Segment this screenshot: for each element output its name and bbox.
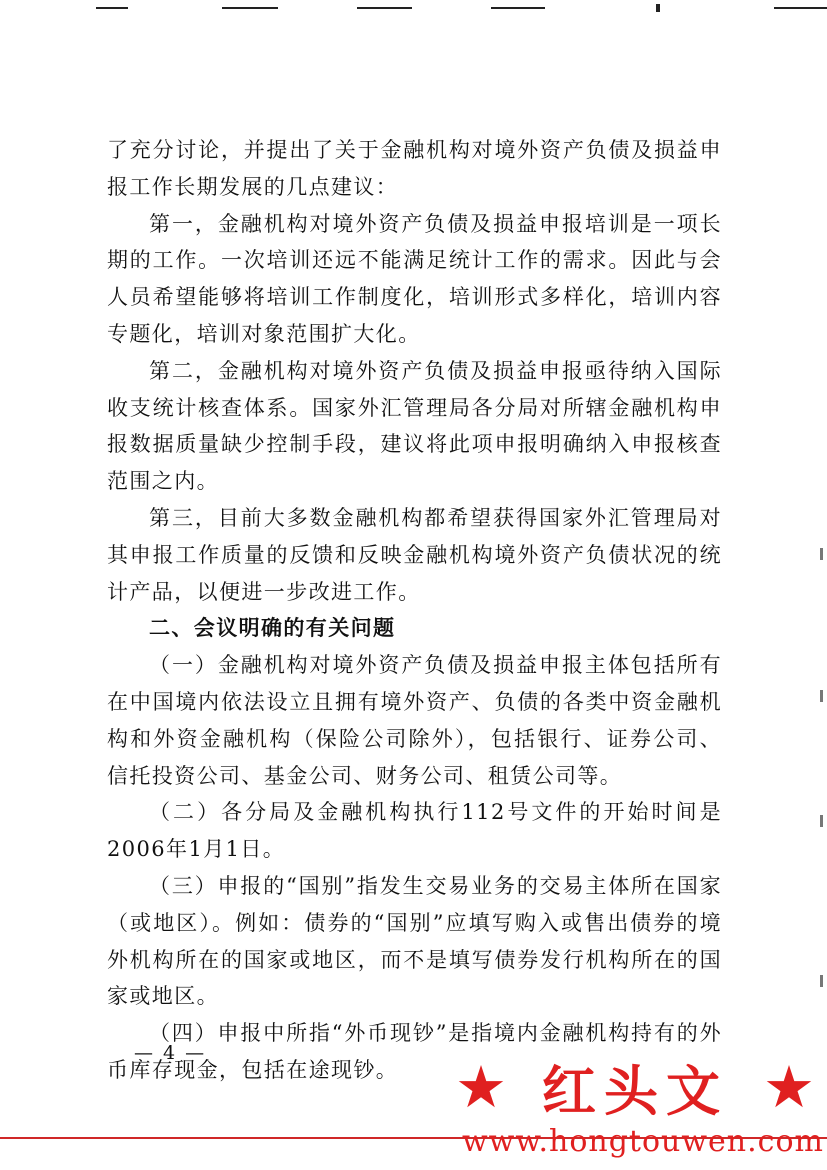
edge-scan-mark (820, 548, 823, 560)
watermark-title: 红头文 (542, 1059, 728, 1123)
top-scan-mark (96, 7, 128, 9)
paragraph: 第三，目前大多数金融机构都希望获得国家外汇管理局对其申报工作质量的反馈和反映金融机构境外资产负债状况的统计产品，以便进一步改进工作。 (107, 505, 722, 604)
paragraph: （三）申报的“国别”指发生交易业务的交易主体所在国家（或地区）。例如：债券的“国别”应填写购入或售出债券的境外机构所在的国家或地区，而不是填写债券发行机构所在的国家或地区。 (107, 873, 722, 1009)
document-body (107, 132, 722, 1089)
watermark-logo (455, 1052, 815, 1122)
paragraph-continuation: 了充分讨论，并提出了关于金融机构对境外资产负债及损益申报工作长期发展的几点建议： (107, 138, 722, 199)
paragraph: 第一，金融机构对境外资产负债及损益申报培训是一项长期的工作。一次培训还远不能满足统计工作的需求。因此与会人员希望能够将培训工作制度化，培训形式多样化，培训内容专题化，培训对象范围扩大化。 (107, 211, 722, 346)
paragraph: （一）金融机构对境外资产负债及损益申报主体包括所有在中国境内依法设立且拥有境外资产、负债的各类中资金融机构和外资金融机构（保险公司除外），包括银行、证券公司、信托投资公司、基金公司、财务公司、租赁公司等。 (107, 653, 722, 788)
edge-scan-mark (820, 815, 823, 827)
star-icon: ★ (455, 1053, 507, 1121)
edge-scan-mark (820, 975, 823, 987)
page-number: — 4 — (134, 1042, 207, 1064)
paragraph: （四）申报中所指“外币现钞”是指境内金融机构持有的外币库存现金，包括在途现钞。 (107, 1021, 722, 1082)
top-scan-mark (774, 7, 827, 9)
section-heading: 二、会议明确的有关问题 (149, 616, 396, 641)
top-scan-mark (491, 7, 545, 9)
watermark-url: www.hongtouwen.com (462, 1124, 824, 1159)
top-scan-mark (222, 7, 278, 9)
star-icon: ★ (763, 1053, 815, 1121)
paragraph: 第二，金融机构对境外资产负债及损益申报亟待纳入国际收支统计核查体系。国家外汇管理局各分局对所辖金融机构申报数据质量缺少控制手段，建议将此项申报明确纳入申报核查范围之内。 (107, 358, 722, 494)
top-scan-mark (656, 4, 660, 12)
paragraph: （二）各分局及金融机构执行112号文件的开始时间是2006年1月1日。 (107, 800, 722, 862)
top-scan-mark (357, 7, 412, 9)
edge-scan-mark (820, 690, 823, 702)
